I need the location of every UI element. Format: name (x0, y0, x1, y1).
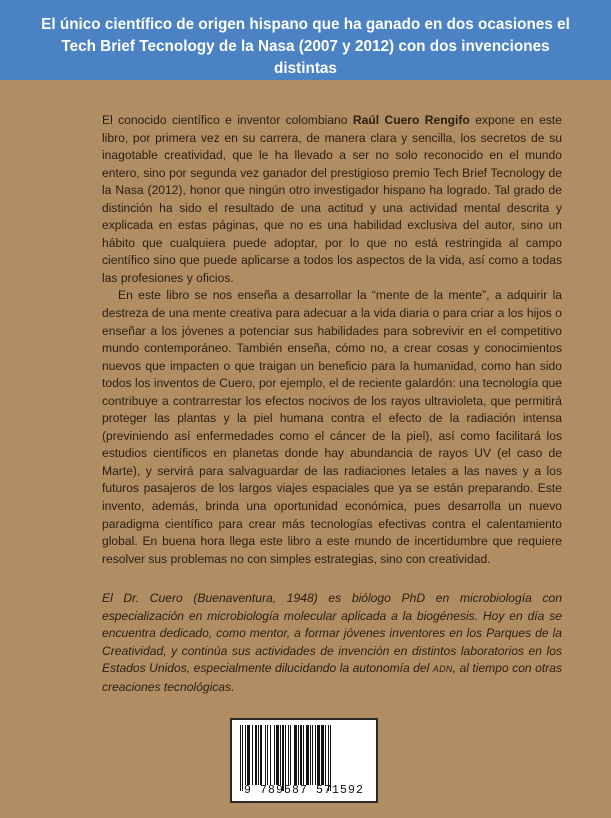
banner-line-1: El único científico de origen hispano que ha ganado en dos ocasiones el (41, 16, 570, 33)
author-name: Raúl Cuero Rengifo (352, 113, 470, 127)
author-bio (102, 590, 562, 697)
isbn-number: 9 789587 571592 (243, 784, 365, 797)
bio-adn: ADN (432, 664, 453, 675)
paragraph-1 (102, 112, 562, 287)
paragraph-1-intro: El conocido científico e inventor colombiano (102, 113, 353, 127)
bio-end: , al tiempo con otras creaciones tecnológicas. (102, 661, 562, 694)
barcode-gap (331, 725, 332, 785)
paragraph-2: En este libro se nos enseña a desarrollar la “mente de la mente”, a adquirir la destreza de una mente creativa para adecuar a la vida diaria o para criar a los hijos o enseñar a los jóvenes a potenciar sus habilidades para sobrevivir en el competitivo mundo contemporáneo. También enseña, cómo no, a crear cosas y conocimientos nuevos que impacten o que traigan un beneficio para la humanidad, como han sido todos los inventos de Cuero, por ejemplo, el de reciente galardón: una tecnología que contribuye a contrarrestar los efectos nocivos de los rayos ultravioleta, que permitirá proteger las plantas y la piel humana contra el efecto de la radiación intensa (previniendo así enfermedades como el cáncer de la piel), así como facilitará los estudios científicos en planetas donde hay abundancia de rayos UV (el caso de Marte), y servirá para salvaguardar de las radiaciones letales a las naves y a los futuros pasajeros de los largos viajes espaciales que ya se están preparando. Este invento, además, brinda una oportunidad económica, pues desarrolla un nuevo paradigma científico para crear más tecnologías efectivas contra el calentamiento global. En buena hora llega este libro a este mundo de incertidumbre que requiere resolver sus problemas no con simples estrategias, sino con creatividad. (102, 288, 562, 566)
barcode-bars (240, 725, 368, 785)
bio-text: El Dr. Cuero (Buenaventura, 1948) es biólogo PhD en microbiología con especialización en microbiología molecular aplicada a la biogénesis. Hoy en día se encuentra dedicado, como mentor, a formar jóvenes inventores en los Parques de la Creatividad, y continúa sus actividades de invención en distintos laboratorios en los Estados Unidos, especialmente dilucidando la autonomía del (102, 591, 562, 676)
synopsis-text (102, 112, 562, 568)
banner-line-2: Tech Brief Tecnology de la Nasa (2007 y 2012) con dos invenciones distintas (61, 38, 550, 77)
top-banner (0, 0, 611, 80)
paragraph-1-rest: expone en este libro, por primera vez en su carrera, de manera clara y sencilla, los secretos de su inagotable creatividad, que le ha llevado a ser no solo reconocido en el mundo entero, sino por segunda vez ganador del prestigioso premio Tech Brief Tecnology de la Nasa (2012), honor que ningún otro investigador hispano ha logrado. Tal grado de distinción ha sido el resultado de una actitud y una actividad mental descrita y explicada en estas páginas, que no es una habilidad exclusiva del autor, sino un hábito que cualquiera puede adoptar, por lo que no está restringida al campo científico sino que puede aplicarse a todos los aspectos de la vida, así como a todas las profesiones y oficios. (102, 113, 562, 285)
isbn-barcode (230, 718, 378, 803)
